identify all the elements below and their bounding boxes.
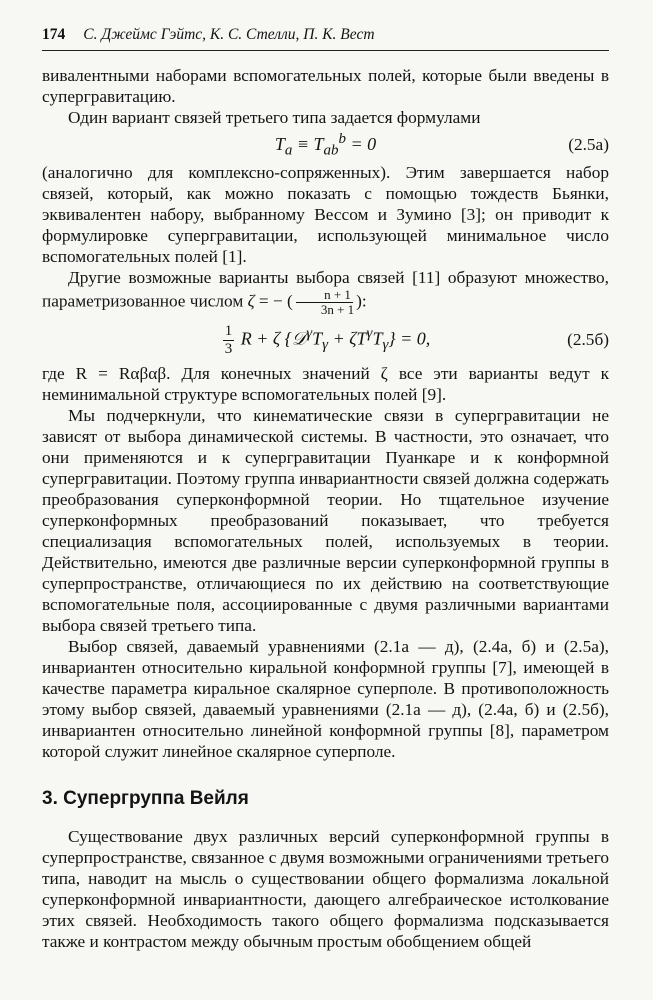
zeta-fraction: $\frac{n + 1}{3n + 1}$ bbox=[295, 288, 354, 317]
paragraph-choice: Выбор связей, даваемый уравнениями (2.1а — д), (2.4а, б) и (2.5а), инвариантен относительно киральной конформной группы [7], имеющей в качестве параметра киральное скалярное суперполе. В противоположность этому выбор связей, даваемый уравнениями (2.1а — д), (2.4а, б) и (2.5б), инвариантен относительно линейной конформной группы [8], параметром которой служит линейное скалярное суперполе. bbox=[42, 637, 609, 761]
paragraph-kinematic: Мы подчеркнули, что кинематические связи в супергравитации не зависят от выбора динамической системы. В частности, это означает, что они применяются и к супергравитации Пуанкаре и к конформной супергравитации. Поэтому группа инвариантности связей должна содержать преобразования суперконформной теории. Но тщательное изучение суперконформных преобразований показывает, что требуется специализация вспомогательных полей, используемых в теории. Действительно, имеются две различные версии суперконформной группы в суперпространстве, отличающиеся по их действию на соответствующие вспомогательные поля, ассоциированные с двумя различными вариантами выбора связей третьего типа. bbox=[42, 406, 609, 635]
section-title: 3. Супергруппа Вейля bbox=[42, 788, 249, 809]
equation-2-5a-label: (2.5а) bbox=[568, 135, 609, 154]
equation-2-5b-label: (2.5б) bbox=[567, 330, 609, 349]
running-header bbox=[42, 26, 609, 51]
paragraph-bianchi: (аналогично для комплексно-сопряженных). Этим завершается набор связей, который, как можно показать с помощью тождеств Бьянки, эквивалентен набору, выбранному Вессом и Зумино [3]; он приводит к формулировке супергравитации, использующей минимальное число вспомогательных полей [1]. bbox=[42, 163, 609, 266]
equation-2-5b-expr: $\frac{1}{3}$ R + ζ $\{𝒟^\gamma T_\gamma + \zeta T^\gamma T_\gamma\} = 0$, bbox=[224, 322, 431, 357]
running-authors: С. Джеймс Гэйтс, К. С. Стелли, П. К. Вест bbox=[83, 26, 375, 43]
equation-2-5a-expr: $T_a \equiv T_{ab}^b = 0$ bbox=[274, 130, 377, 159]
equation-2-5b bbox=[42, 317, 609, 363]
paragraph-continuation: вивалентными наборами вспомогательных полей, которые были введены в супергравитацию. bbox=[42, 66, 609, 106]
page-number: 174 bbox=[42, 26, 66, 43]
paragraph-other-variants: Другие возможные варианты выбора связей [11] образуют множество, параметризованное числом ζ = − ( $\frac{n + 1}{3n + 1}$ ): bbox=[42, 268, 609, 317]
equation-2-5a bbox=[42, 128, 609, 162]
paragraph-constraint-variant: Один вариант связей третьего типа задается формулами bbox=[68, 108, 481, 127]
paragraph-existence: Существование двух различных версий суперконформной группы в суперпространстве, связанное с двумя возможными ограничениями третьего типа, наводит на мысль о существовании общего формализма локальной суперконформной инвариантности, дающего алгебраическое истолкование этих связей. Необходимость такого общего формализма подсказывается также и контрастом между обычным простым обобщением общей bbox=[42, 827, 609, 951]
paragraph-nonminimal: где R = Rαβαβ. Для конечных значений ζ все эти варианты ведут к неминимальной структуре вспомогательных полей [9]. bbox=[42, 364, 609, 404]
